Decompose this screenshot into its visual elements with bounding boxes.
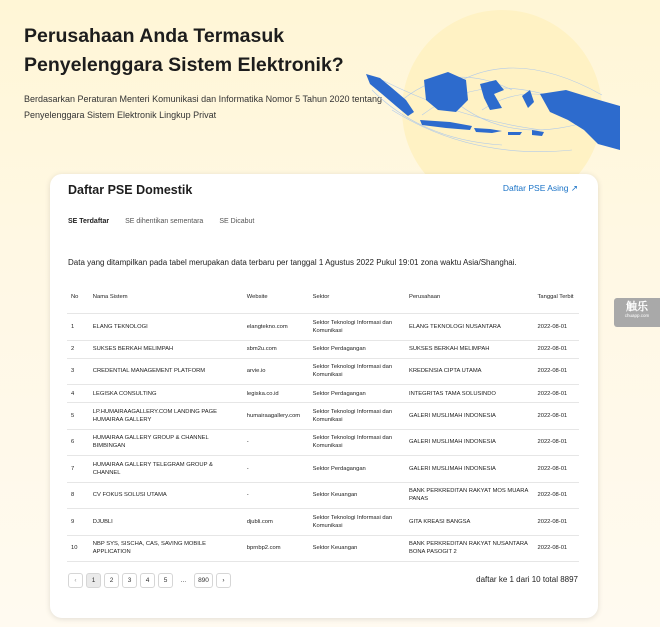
page-button-3[interactable]: 3: [122, 573, 137, 588]
cell-website: legiska.co.id: [243, 385, 309, 403]
tab-se-terdaftar[interactable]: SE Terdaftar: [68, 218, 110, 225]
cell-no: 8: [67, 482, 89, 509]
cell-website: -: [243, 482, 309, 509]
pagination-ellipsis: ...: [180, 577, 187, 584]
cell-nama-sistem: HUMAIRAA GALLERY TELEGRAM GROUP & CHANNEL: [89, 456, 243, 483]
header-website: Website: [246, 293, 268, 300]
page-button-5[interactable]: 5: [158, 573, 173, 588]
header-tanggal-terbit: Tanggal Terbit: [537, 293, 574, 300]
table-row: [67, 358, 579, 385]
cell-nama-sistem: LP.HUMAIRAAGALLERY.COM LANDING PAGE HUMAIRAA GALLERY: [89, 403, 243, 430]
cell-tanggal: 2022-08-01: [534, 358, 580, 385]
page-button-last[interactable]: 890: [194, 573, 213, 588]
table-row: [67, 314, 579, 341]
cell-website: -: [243, 456, 309, 483]
cell-no: 9: [67, 509, 89, 536]
cell-tanggal: 2022-08-01: [534, 456, 580, 483]
header-no: No: [71, 293, 79, 300]
prev-page-button[interactable]: ‹: [68, 573, 83, 588]
cell-nama-sistem: SUKSES BERKAH MELIMPAH: [89, 340, 243, 358]
cell-no: 10: [67, 535, 89, 562]
cell-no: 6: [67, 429, 89, 456]
cell-no: 4: [67, 385, 89, 403]
table-row: [67, 456, 579, 483]
tab-se-dicabut[interactable]: SE Dicabut: [219, 218, 255, 225]
cell-sektor: Sektor Keuangan: [309, 535, 405, 562]
cell-sektor: Sektor Teknologi Informasi dan Komunikasi: [309, 358, 405, 385]
cell-website: humairaagallery.com: [243, 403, 309, 430]
cell-tanggal: 2022-08-01: [534, 385, 580, 403]
header-perusahaan: Perusahaan: [408, 293, 441, 300]
cell-no: 3: [67, 358, 89, 385]
table-row: [67, 429, 579, 456]
pse-table-wrapper: [67, 281, 579, 562]
watermark-sub-text: chuapp.com: [624, 313, 650, 318]
cell-website: bprnbp2.com: [243, 535, 309, 562]
table-row: [67, 403, 579, 430]
cell-no: 2: [67, 340, 89, 358]
cell-tanggal: 2022-08-01: [534, 482, 580, 509]
cell-tanggal: 2022-08-01: [534, 509, 580, 536]
header-sektor: Sektor: [312, 293, 330, 300]
table-row: [67, 509, 579, 536]
cell-perusahaan: BANK PERKREDITAN RAKYAT MOS MUARA PANAS: [405, 482, 534, 509]
pse-table: [67, 281, 579, 562]
watermark-badge: [614, 298, 660, 327]
cell-sektor: Sektor Perdagangan: [309, 340, 405, 358]
table-row: [67, 385, 579, 403]
cell-nama-sistem: CV FOKUS SOLUSI UTAMA: [89, 482, 243, 509]
cell-sektor: Sektor Teknologi Informasi dan Komunikasi: [309, 509, 405, 536]
pagination: [68, 573, 231, 588]
watermark-main-text: 触乐: [626, 301, 648, 313]
hero-title: Perusahaan Anda Termasuk Penyelenggara Sistem Elektronik?: [24, 25, 344, 76]
next-page-button[interactable]: ›: [216, 573, 231, 588]
cell-no: 1: [67, 314, 89, 341]
cell-perusahaan: GALERI MUSLIMAH INDONESIA: [405, 403, 534, 430]
cell-nama-sistem: HUMAIRAA GALLERY GROUP & CHANNEL BIMBINGAN: [89, 429, 243, 456]
cell-sektor: Sektor Perdagangan: [309, 385, 405, 403]
cell-perusahaan: INTEGRITAS TAMA SOLUSINDO: [405, 385, 534, 403]
hero-description: Berdasarkan Peraturan Menteri Komunikasi dan Informatika Nomor 5 Tahun 2020 tentang Penyelenggara Sistem Elektronik Lingkup Privat: [24, 94, 383, 120]
cell-perusahaan: GALERI MUSLIMAH INDONESIA: [405, 456, 534, 483]
cell-tanggal: 2022-08-01: [534, 340, 580, 358]
page-button-2[interactable]: 2: [104, 573, 119, 588]
data-update-info: Data yang ditampilkan pada tabel merupakan data terbaru per tanggal 1 Agustus 2022 Pukul 19:01 zona waktu Asia/Shanghai.: [68, 258, 517, 267]
pse-card: [50, 174, 598, 618]
cell-no: 5: [67, 403, 89, 430]
header-nama-sistem: Nama Sistem: [92, 293, 128, 300]
cell-website: djubli.com: [243, 509, 309, 536]
table-row: [67, 340, 579, 358]
status-tabs: [68, 218, 254, 228]
cell-sektor: Sektor Teknologi Informasi dan Komunikasi: [309, 314, 405, 341]
cell-perusahaan: SUKSES BERKAH MELIMPAH: [405, 340, 534, 358]
cell-nama-sistem: ELANG TEKNOLOGI: [89, 314, 243, 341]
table-row: [67, 482, 579, 509]
tab-se-dihentikan-sementara[interactable]: SE dihentikan sementara: [125, 218, 204, 225]
cell-sektor: Sektor Teknologi Informasi dan Komunikasi: [309, 403, 405, 430]
cell-sektor: Sektor Perdagangan: [309, 456, 405, 483]
cell-perusahaan: ELANG TEKNOLOGI NUSANTARA: [405, 314, 534, 341]
cell-no: 7: [67, 456, 89, 483]
card-title: Daftar PSE Domestik: [68, 183, 193, 197]
page-button-1[interactable]: 1: [86, 573, 101, 588]
table-header-row: [67, 281, 579, 314]
cell-tanggal: 2022-08-01: [534, 429, 580, 456]
cell-website: arvie.io: [243, 358, 309, 385]
cell-tanggal: 2022-08-01: [534, 403, 580, 430]
cell-nama-sistem: LEGISKA CONSULTING: [89, 385, 243, 403]
cell-perusahaan: GALERI MUSLIMAH INDONESIA: [405, 429, 534, 456]
cell-website: elangtekno.com: [243, 314, 309, 341]
cell-sektor: Sektor Keuangan: [309, 482, 405, 509]
cell-nama-sistem: DJUBLI: [89, 509, 243, 536]
table-row: [67, 535, 579, 562]
cell-tanggal: 2022-08-01: [534, 535, 580, 562]
cell-perusahaan: BANK PERKREDITAN RAKYAT NUSANTARA BONA PASOGIT 2: [405, 535, 534, 562]
cell-nama-sistem: CREDENTIAL MANAGEMENT PLATFORM: [89, 358, 243, 385]
cell-sektor: Sektor Teknologi Informasi dan Komunikasi: [309, 429, 405, 456]
pagination-summary: daftar ke 1 dari 10 total 8897: [476, 575, 578, 584]
cell-nama-sistem: NBP SYS, SISCHA, CAS, SAVING MOBILE APPLICATION: [89, 535, 243, 562]
page-button-4[interactable]: 4: [140, 573, 155, 588]
cell-website: -: [243, 429, 309, 456]
daftar-pse-asing-link[interactable]: Daftar PSE Asing ↗: [502, 183, 578, 193]
cell-perusahaan: KREDENSIA CIPTA UTAMA: [405, 358, 534, 385]
cell-website: sbm2u.com: [243, 340, 309, 358]
cell-tanggal: 2022-08-01: [534, 314, 580, 341]
cell-perusahaan: GITA KREASI BANGSA: [405, 509, 534, 536]
indonesia-map-illustration: [362, 60, 620, 170]
